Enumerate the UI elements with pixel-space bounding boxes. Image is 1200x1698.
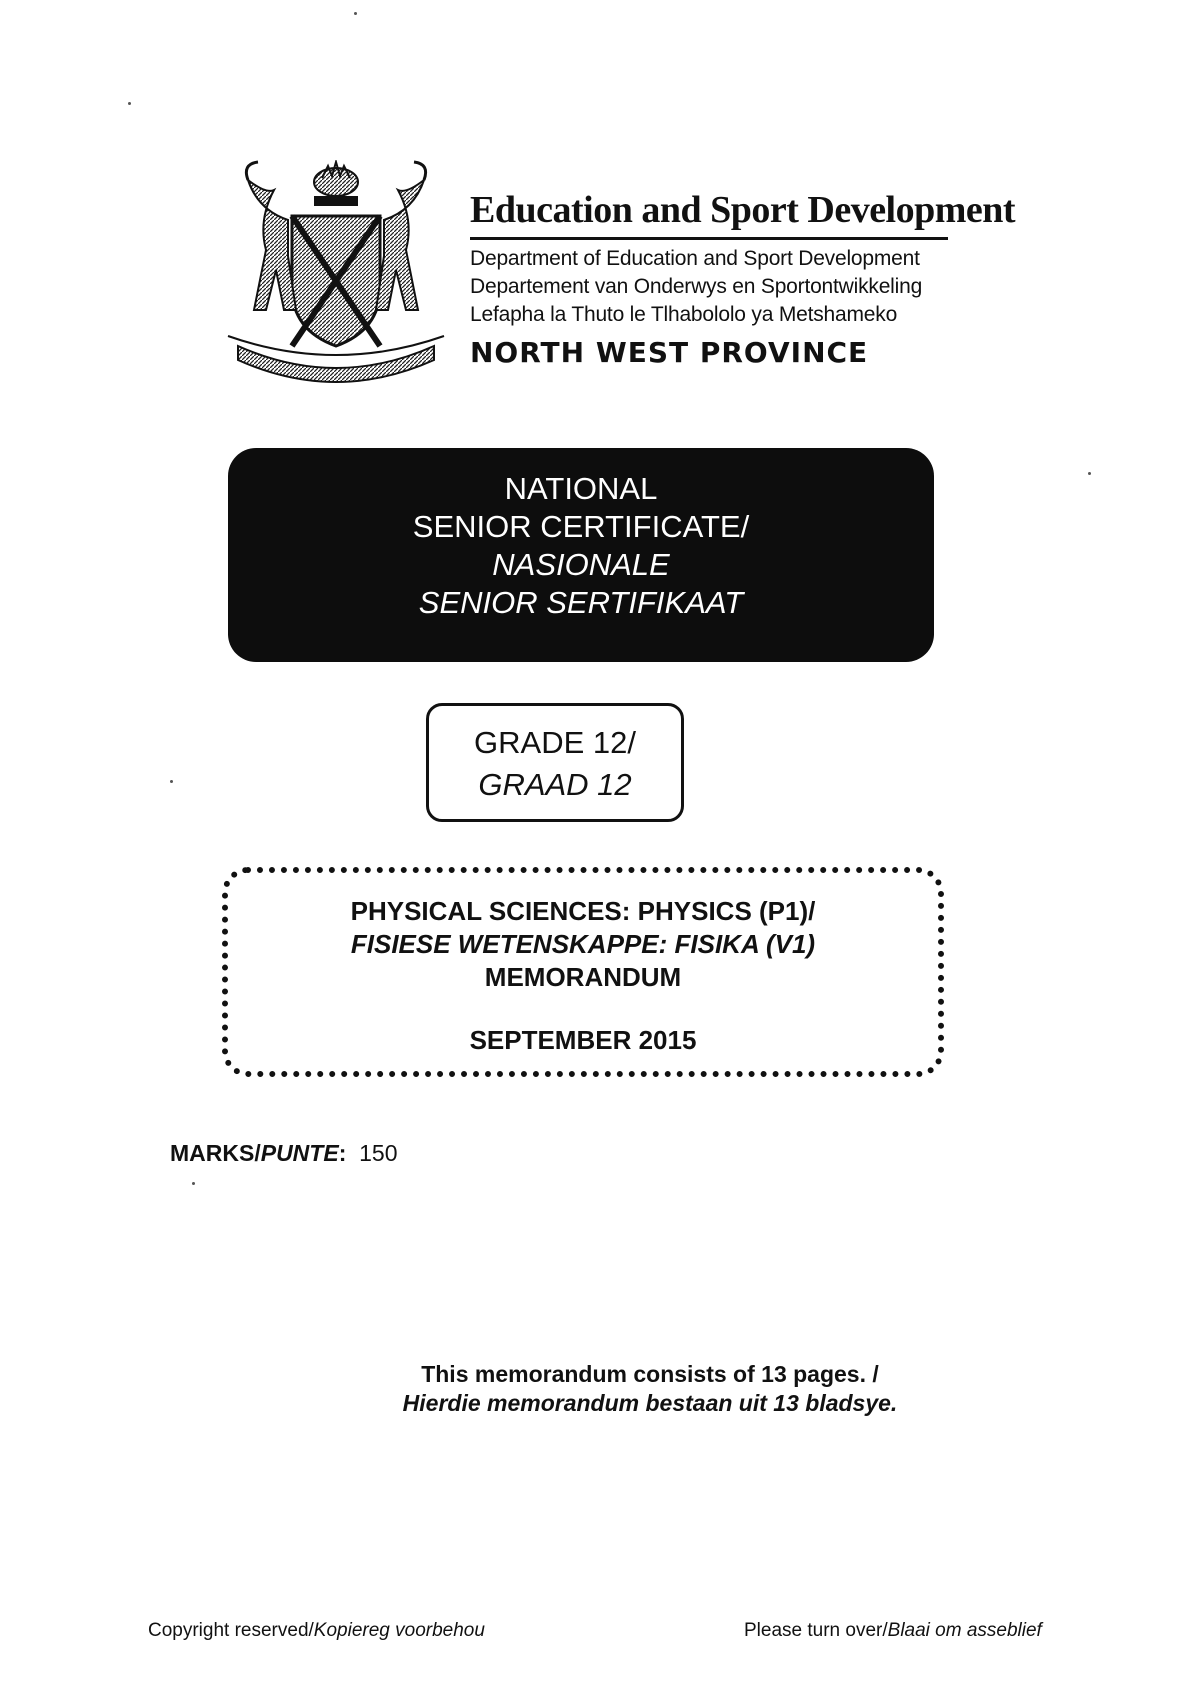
footer-copyright-english: Copyright reserved/ xyxy=(148,1620,314,1641)
marks-separator: : xyxy=(338,1140,347,1166)
department-name-afrikaans: Departement van Onderwys en Sportontwikkeling xyxy=(470,275,923,298)
subject-english: PHYSICAL SCIENCES: PHYSICS (P1)/ xyxy=(350,896,816,926)
scan-speck xyxy=(1088,472,1091,475)
department-title: Education and Sport Development xyxy=(470,189,1016,231)
subject-afrikaans: FISIESE WETENSKAPPE: FISIKA (V1) xyxy=(350,929,816,959)
scan-speck xyxy=(128,102,131,105)
marks-line xyxy=(170,1140,398,1167)
grade-box xyxy=(426,703,684,822)
footer-turn-over-english: Please turn over/ xyxy=(744,1620,888,1641)
coat-of-arms-logo xyxy=(218,160,454,386)
province-name: NORTH WEST PROVINCE xyxy=(470,336,869,369)
certificate-line-national: NATIONAL xyxy=(504,471,658,506)
page-count-english: This memorandum consists of 13 pages. / xyxy=(421,1361,879,1387)
certificate-line-senior-certificate: SENIOR CERTIFICATE/ xyxy=(412,509,750,544)
grade-english: GRADE 12/ xyxy=(474,725,636,760)
page-count-note xyxy=(370,1360,930,1418)
certificate-line-senior-sertifikaat: SENIOR SERTIFIKAAT xyxy=(418,585,744,620)
marks-label-english: MARKS/ xyxy=(170,1140,261,1166)
marks-label-afrikaans: PUNTE xyxy=(260,1140,339,1166)
footer-turn-over xyxy=(744,1620,1042,1642)
footer-turn-over-afrikaans: Blaai om asseblief xyxy=(887,1620,1042,1641)
scan-speck xyxy=(192,1182,195,1185)
department-name-english: Department of Education and Sport Development xyxy=(470,247,920,270)
department-name-setswana: Lefapha la Thuto le Tlhabololo ya Metshameko xyxy=(470,303,898,326)
certificate-banner xyxy=(228,448,934,662)
footer-copyright xyxy=(148,1620,485,1642)
scan-speck xyxy=(170,780,173,783)
footer-copyright-afrikaans: Kopiereg voorbehou xyxy=(313,1620,485,1641)
certificate-line-nasionale: NASIONALE xyxy=(492,547,670,582)
title-underline xyxy=(470,237,948,240)
exam-date: SEPTEMBER 2015 xyxy=(469,1025,697,1055)
document-type: MEMORANDUM xyxy=(484,962,682,992)
scan-speck xyxy=(354,12,357,15)
grade-afrikaans: GRAAD 12 xyxy=(478,767,632,802)
subject-box xyxy=(222,867,944,1077)
page-count-afrikaans: Hierdie memorandum bestaan uit 13 bladsye. xyxy=(402,1390,898,1416)
marks-value: 150 xyxy=(359,1140,398,1166)
